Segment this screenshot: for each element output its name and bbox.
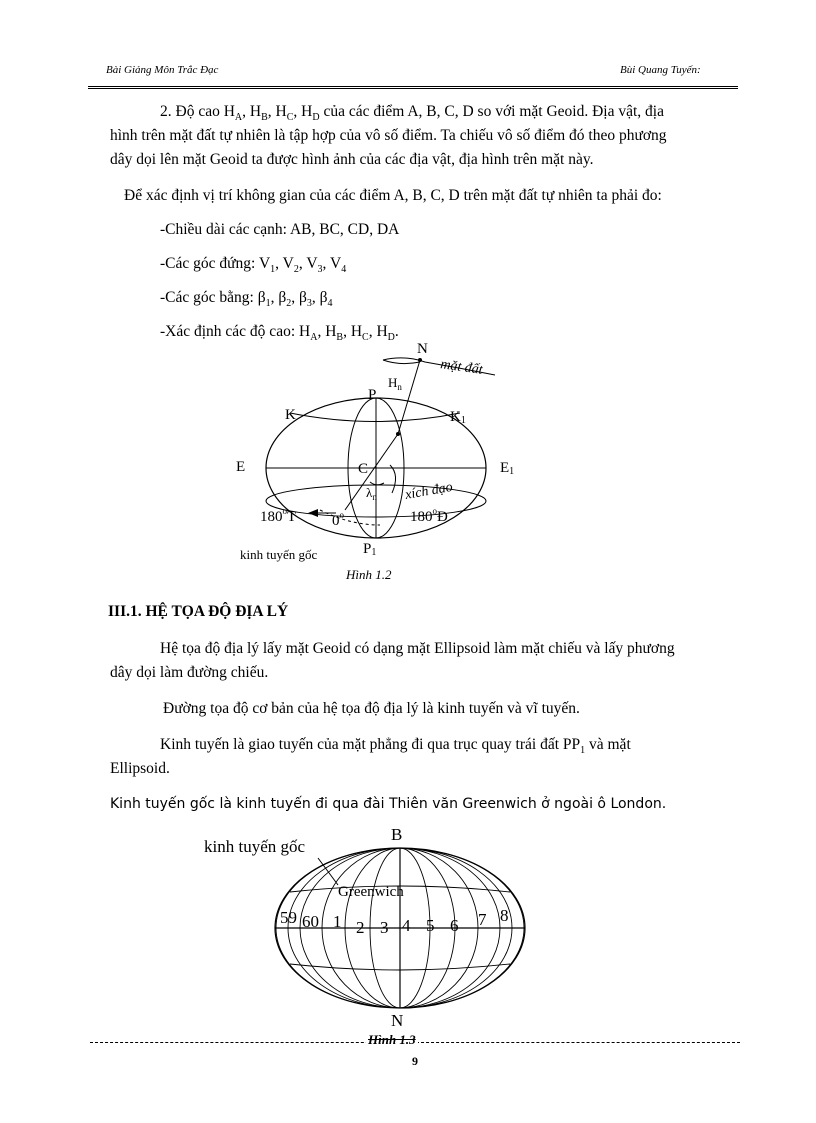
para1-line2: hình trên mặt đất tự nhiên là tập hợp của vô số điểm. Ta chiếu vô số điểm đó theo phương: [110, 127, 667, 144]
label-kinh-tuyen-goc: kinh tuyến gốc: [240, 547, 318, 562]
label-180T: 180$^o$T: [260, 506, 297, 525]
label-zero: 0$^o$: [332, 510, 344, 529]
zone-5: 5: [426, 916, 435, 935]
label-Hn: $H_n$: [388, 375, 402, 392]
arrow-head: [308, 509, 318, 517]
figure-1-2: [220, 335, 540, 585]
label-K: K: [285, 407, 296, 423]
zone-8: 8: [500, 906, 509, 925]
label-K1: K1: [450, 409, 466, 426]
zone-4: 4: [402, 916, 411, 935]
section-p3-line2: Ellipsoid.: [110, 760, 170, 777]
para1-line1: 2. Độ cao $H_A$, $H_B$, $H_C$, $H_D$ của các điểm A, B, C, D so với mặt Geoid. Địa vật, địa: [160, 103, 664, 124]
point-surface: [396, 432, 400, 436]
dashed-meridian: [320, 510, 380, 525]
page-number: 9: [412, 1054, 418, 1068]
label-xich-dao: xích đạo: [404, 479, 454, 503]
section-p3-line1: Kinh tuyến là giao tuyến của mặt phẳng đi qua trục quay trái đất $PP_1$ và mặt: [160, 736, 631, 757]
label-P: P: [368, 387, 377, 403]
section-p2: Đường tọa độ cơ bản của hệ tọa độ địa lý là kinh tuyến và vĩ tuyến.: [163, 700, 580, 717]
label-lambda: $\lambda_n$: [366, 485, 377, 502]
para1-line3: dây dọi lên mặt Geoid ta được hình ảnh của các địa vật, địa hình trên mặt này.: [110, 151, 594, 168]
label-C: C: [358, 461, 369, 477]
item-vertical-angles: -Các góc đứng: $V_1$, $V_2$, $V_3$, $V_4$: [160, 255, 347, 276]
caption-fig-1-2: Hình 1.2: [346, 567, 392, 582]
label-kinh-tuyen-goc-13: kinh tuyến gốc: [204, 837, 306, 856]
zone-59: 59: [280, 908, 297, 927]
section-p1-line2: dây dọi làm đường chiếu.: [110, 664, 269, 681]
header-left: Bài Giảng Môn Trắc Đạc: [106, 64, 219, 76]
zone-3: 3: [380, 918, 389, 937]
label-B: B: [391, 825, 403, 844]
figure-1-3: [190, 820, 550, 1050]
caption-fig-1-3: Hình 1.3: [368, 1032, 416, 1047]
parallel-k: [290, 413, 460, 422]
header-rule: [88, 86, 738, 89]
section-title: III.1. HỆ TỌA ĐỘ ĐỊA LÝ: [108, 603, 289, 620]
section-p1-line1: Hệ tọa độ địa lý lấy mặt Geoid có dạng mặt Ellipsoid làm mặt chiếu và lấy phương: [160, 640, 675, 657]
latitude-arc: [390, 465, 396, 493]
label-mat-dat: mặt đất: [439, 357, 484, 378]
item-heights: -Xác định các độ cao: $H_A$, $H_B$, $H_C$, $H_D$.: [160, 323, 399, 344]
label-P1: P1: [363, 541, 377, 558]
label-N-13: N: [391, 1011, 404, 1030]
label-E: E: [236, 459, 246, 475]
label-N: N: [417, 341, 428, 357]
label-180D: 180$^o$Đ: [410, 506, 448, 525]
para2: Để xác định vị trí không gian của các điểm A, B, C, D trên mặt đất tự nhiên ta phải đo:: [124, 187, 662, 204]
point-n: [418, 358, 422, 362]
zone-7: 7: [478, 910, 487, 929]
item-horizontal-angles: -Các góc bằng: $\beta_1$, $\beta_2$, $\beta_3$, $\beta_4$: [160, 289, 333, 310]
zone-60: 60: [302, 912, 319, 931]
terrain-surface-lower: [383, 360, 420, 364]
zone-1: 1: [333, 912, 342, 931]
height-line: [398, 360, 420, 434]
label-greenwich: Greenwich: [338, 884, 404, 900]
item-edges: -Chiều dài các cạnh: AB, BC, CD, DA: [160, 221, 400, 238]
zone-6: 6: [450, 916, 459, 935]
label-E1: E1: [500, 460, 515, 477]
header-right: Bùi Quang Tuyến:: [620, 64, 701, 76]
zone-2: 2: [356, 918, 365, 937]
section-p4: Kinh tuyến gốc là kinh tuyến đi qua đài Thiên văn Greenwich ở ngoài ô London.: [110, 796, 667, 812]
